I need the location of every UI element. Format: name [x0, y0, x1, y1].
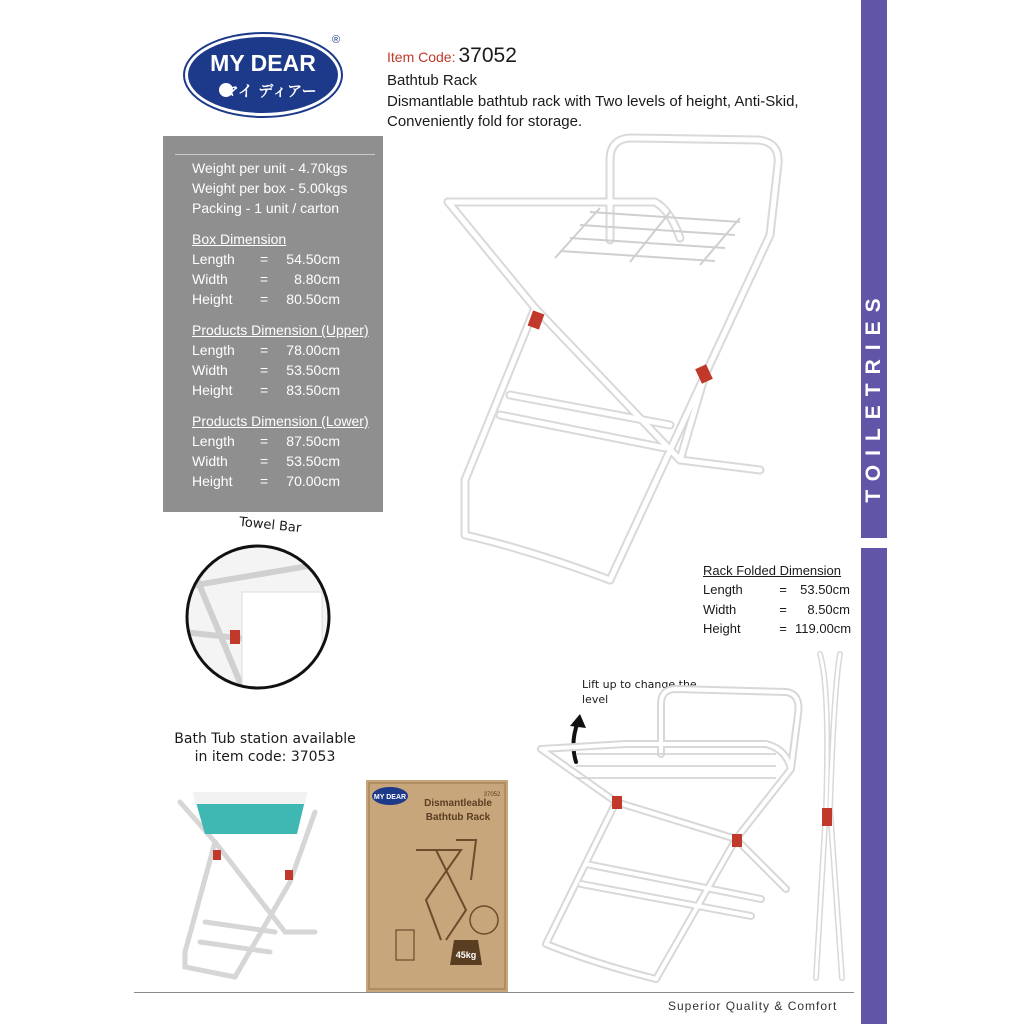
box-hold-weight: 45kg	[455, 950, 477, 960]
category-label: TOILETRIES	[862, 289, 885, 503]
spec-row: Length = 87.50cm	[192, 433, 340, 449]
towel-bar-label: Towel Bar	[238, 514, 302, 537]
folded-row: Length = 53.50cm	[703, 582, 850, 597]
spec-panel	[163, 136, 383, 512]
spec-row: Length = 54.50cm	[192, 251, 340, 267]
spec-row: Width = 8.80cm	[192, 271, 340, 287]
towel-bar-detail-image	[184, 532, 332, 702]
item-code-label: Item Code:	[387, 49, 456, 65]
spec-weight-unit: Weight per unit - 4.70kgs	[192, 160, 348, 176]
category-sidebar	[861, 0, 887, 1024]
box-code: 37052	[483, 792, 501, 798]
spec-packing: Packing - 1 unit / carton	[192, 200, 340, 216]
spec-row: Width = 53.50cm	[192, 453, 340, 469]
station-line-2: in item code: 37053	[194, 749, 336, 765]
brand-japanese: マイ ディアー	[223, 82, 317, 100]
brand-logo	[182, 31, 344, 119]
spec-row: Length = 78.00cm	[192, 342, 340, 358]
spec-divider	[175, 154, 375, 155]
lift-up-label: Lift up to change the level	[582, 678, 697, 706]
spec-row: Height = 70.00cm	[192, 473, 340, 489]
box-dimension-heading: Box Dimension	[192, 231, 287, 247]
footer-tagline: Superior Quality & Comfort	[668, 999, 838, 1013]
folded-row: Height = 119.00cm	[703, 621, 852, 636]
sidebar-gap	[861, 538, 887, 548]
upper-dimension-heading: Products Dimension (Upper)	[192, 322, 369, 338]
folded-row: Width = 8.50cm	[703, 601, 850, 617]
item-code-number: 37052	[458, 44, 517, 67]
brand-name: MY DEAR	[210, 50, 316, 76]
box-title-2: Bathtub Rack	[425, 812, 491, 823]
spec-row: Height = 83.50cm	[192, 382, 340, 398]
product-box-image	[366, 780, 508, 992]
folded-heading: Rack Folded Dimension	[703, 563, 842, 578]
footer-divider	[134, 992, 854, 993]
box-brand: MY DEAR	[373, 794, 407, 801]
bath-tub-station-label	[160, 730, 370, 766]
folded-rack-image	[808, 648, 852, 984]
lower-dimension-heading: Products Dimension (Lower)	[192, 413, 369, 429]
folded-dimension	[703, 563, 850, 641]
box-title-1: Dismantleable	[424, 798, 492, 809]
spec-row: Width = 53.50cm	[192, 362, 340, 378]
product-name: Bathtub Rack	[387, 72, 478, 89]
item-code	[387, 44, 517, 68]
station-line-1: Bath Tub station available	[174, 731, 356, 747]
spec-row: Height = 80.50cm	[192, 291, 340, 307]
spec-weight-box: Weight per box - 5.00kgs	[192, 180, 348, 196]
main-rack-image	[440, 130, 790, 600]
registered-mark: ®	[332, 34, 341, 46]
bath-tub-station-image	[175, 772, 325, 982]
rack-level-change-image	[536, 684, 806, 984]
product-description: Dismantlable bathtub rack with Two levels of height, Anti-Skid, Conveniently fold for storage.	[387, 93, 799, 130]
